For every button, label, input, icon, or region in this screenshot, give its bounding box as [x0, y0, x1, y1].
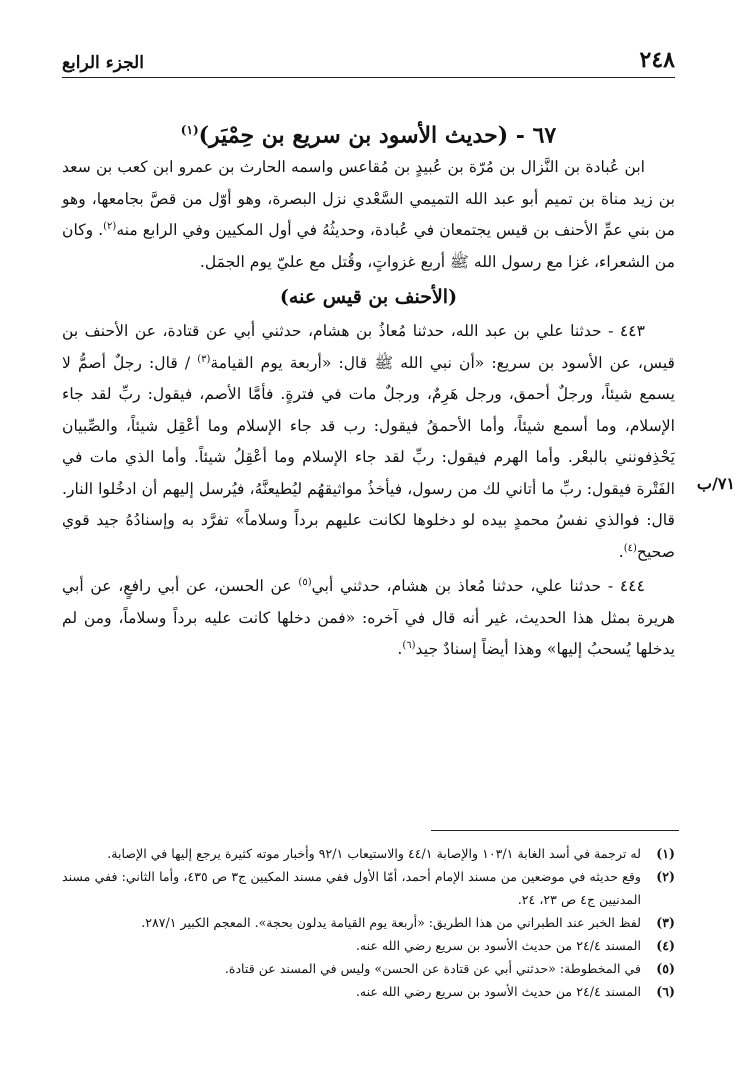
main-text — [62, 108, 675, 666]
hadith-443 — [62, 316, 675, 568]
page-number: ٢٤٨ — [639, 47, 675, 73]
footnote-number: (٦) — [656, 984, 675, 999]
hadith-443-end: . — [618, 542, 624, 561]
section-heading-text: ٦٧ - (حديث الأسود بن سريع بن حِمْيَر) — [198, 122, 557, 149]
footnote-item — [62, 842, 675, 865]
manuscript-folio-marker: ٧١/ب — [696, 474, 735, 493]
footnote-item — [62, 934, 675, 957]
hadith-444-text-cont: عن الحسن، عن أبي رافعٍ، عن أبي هريرة بمثل هذا الحديث، غير أنه قال في آخره: «فمن دخلها كانت عليه برداً وسلاماً، ومن لم يدخلها يُسحبُ إليها» وهذا أيضاً إسنادٌ جيد — [62, 577, 675, 658]
footnote-ref: (٤) — [623, 542, 637, 554]
footnote-number: (٢) — [656, 869, 675, 884]
footnote-ref: (٢) — [103, 220, 117, 232]
biography-text-end: . وكان من الشعراء، غزا مع رسول الله ﷺ أربع غزواتٍ، وقُتل مع عليّ يوم الجمَل. — [62, 221, 675, 271]
footnote-item — [62, 911, 675, 934]
footnote-item — [62, 980, 675, 1003]
footnote-text: له ترجمة في أسد الغابة ١٠٣/١ والإصابة ٤٤/١ والاستيعاب ٩٢/١ وأخبار موته كثيرة يرجع إليها في الإصابة. — [107, 846, 641, 861]
footnote-number: (٤) — [656, 938, 675, 953]
footnote-divider — [431, 830, 679, 831]
page-header — [62, 44, 675, 78]
biography-text: ابن عُبادة بن النَّزال بن مُرّة بن عُبيدٍ بن مُقاعس واسمه الحارث بن عمرو ابن كعب بن سعد بن زيد مناة بن تميم أبو عبد الله التميمي السَّعْدي نزل البصرة، وهو أوّل من قصَّ بجامعها، وهو من بني عمِّ الأحنف بن قيس يجتمعان في عُبادة، وحديثُهُ في أول المكيين وفي الرابع منه — [62, 158, 675, 239]
footnotes — [62, 842, 675, 1003]
biography-paragraph — [62, 152, 675, 278]
section-heading — [62, 108, 675, 152]
footnote-ref: (٦) — [402, 639, 416, 651]
footnote-ref: (١) — [180, 123, 199, 137]
footnote-item — [62, 865, 675, 911]
footnote-number: (٥) — [656, 961, 675, 976]
subsection-heading: (الأحنف بن قيس عنه) — [279, 286, 458, 308]
footnote-ref: (٣) — [197, 353, 211, 365]
footnote-ref: (٥) — [298, 576, 312, 588]
hadith-444-end: . — [397, 640, 403, 658]
hadith-443-text-cont: / قال: رجلٌ أصمُّ لا يسمع شيئاً، ورجلٌ أحمق، ورجل هَرِمٌ، ورجلٌ مات في فترةٍ. فأمَّا الأصم، فيقول: ربِّ لقد جاء الإسلام، وما أسمع شيئاً، وأما الأحمقُ فيقول: رب قد جاء الإسلام وما أعْقِل شيئاً، والصِّبيان يَحْذِفونني بالبعْر. وأما الهرم فيقول: ربِّ لقد جاء الإسلام وما أعْقِلُ شيئاً. وأما الذي مات في الفَتْرة فيقول: ربِّ ما أتاني لك من رسول، فيأخذُ مواثيقهُم ليُطيعنَّهُ، فيُرسل إليهم أن ادخُلوا النار. قال: فوالذي نفسُ محمدٍ بيده لو دخلوها لكانت عليهم برداً وسلاماً» تفرَّد به وإسنادُهُ جيد قوي صحيح — [62, 353, 675, 561]
part-title: الجزء الرابع — [62, 53, 144, 73]
hadith-443-text: ٤٤٣ - حدثنا علي بن عبد الله، حدثنا مُعاذُ بن هشام، حدثني أبي عن قتادة، عن الأحنف بن قيس، عن الأسود بن سريع: «أن نبي الله ﷺ قال: «أربعة يوم القيامة — [62, 322, 676, 372]
footnote-number: (٣) — [656, 915, 675, 930]
footnote-text: في المخطوطة: «حدثني أبي عن قتادة عن الحسن» وليس في المسند عن قتادة. — [224, 961, 641, 976]
footnote-number: (١) — [656, 846, 675, 861]
footnote-text: وقع حديثه في موضعين من مسند الإمام أحمد، أمّا الأول ففي مسند المكيين ج٣ ص ٤٣٥، وأما الثاني: ففي مسند المدنيين ج٤ ص ٢٣، ٢٤. — [62, 869, 641, 907]
footnote-text: المسند ٢٤/٤ من حديث الأسود بن سريع رضي الله عنه. — [355, 938, 641, 953]
hadith-444-text: ٤٤٤ - حدثنا علي، حدثنا مُعاذ بن هشام، حدثني أبي — [311, 577, 645, 595]
footnote-text: المسند ٢٤/٤ من حديث الأسود بن سريع رضي الله عنه. — [355, 984, 641, 999]
hadith-444 — [62, 571, 675, 666]
footnote-text: لفظ الخبر عند الطبراني من هذا الطريق: «أربعة يوم القيامة يدلون بحجة». المعجم الكبير ٢٨٧/١. — [141, 915, 641, 930]
footnote-item — [62, 957, 675, 980]
